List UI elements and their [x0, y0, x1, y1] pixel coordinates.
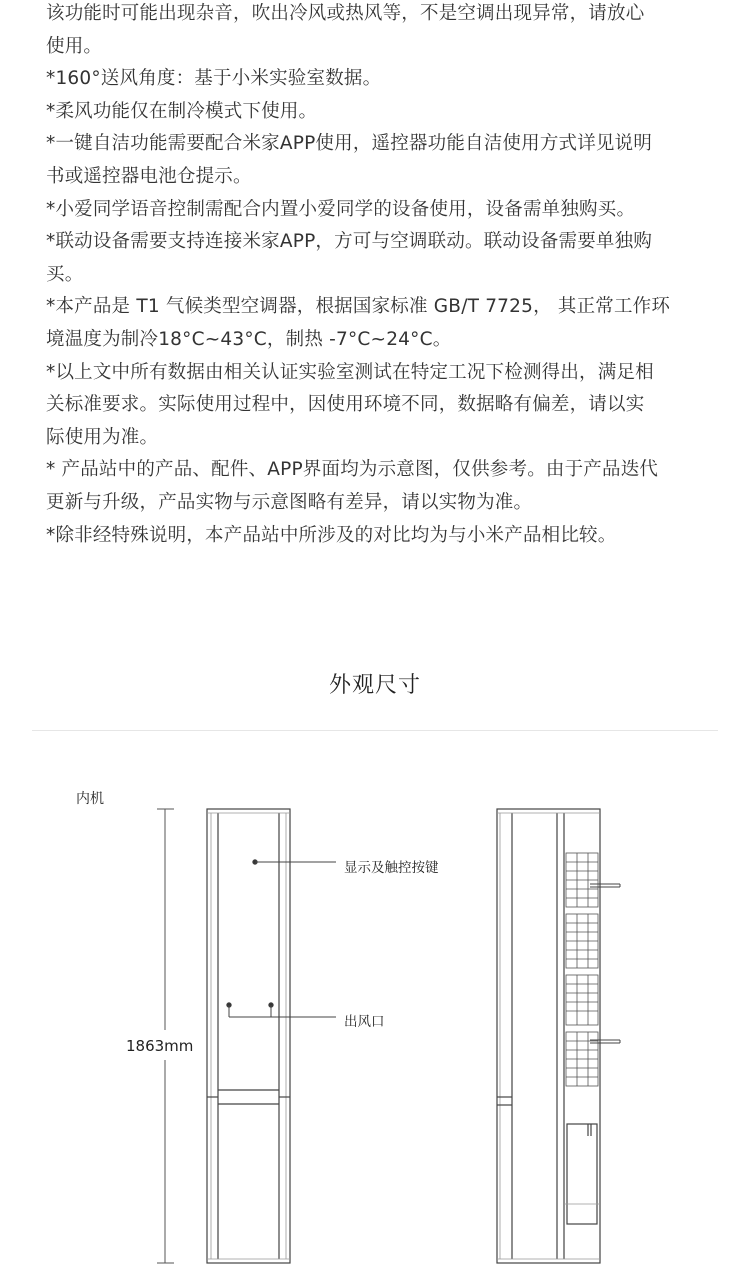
louver-grid	[566, 853, 598, 1086]
note-line: * 产品站中的产品、配件、APP界面均为示意图，仅供参考。由于产品迭代	[46, 459, 659, 481]
louver-blades	[590, 884, 620, 1043]
note-line: *160°送风角度：基于小米实验室数据。	[46, 68, 382, 90]
height-dimension	[157, 809, 174, 1263]
note-line: *联动设备需要支持连接米家APP，方可与空调联动。联动设备需要单独购	[46, 231, 653, 253]
note-line: 书或遥控器电池仓提示。	[46, 165, 252, 187]
note-line: *以上文中所有数据由相关认证实验室测试在特定工况下检测得出，满足相	[46, 361, 654, 383]
callout-lines	[227, 860, 336, 1017]
note-line: *柔风功能仅在制冷模式下使用。	[46, 100, 318, 122]
front-view	[207, 809, 290, 1263]
note-line: *本产品是 T1 气候类型空调器，根据国家标准 GB/T 7725， 其正常工作环	[46, 296, 671, 318]
note-line: 关标准要求。实际使用过程中，因使用环境不同，数据略有偏差，请以实	[46, 394, 645, 416]
unit-label: 内机	[76, 791, 104, 807]
note-line: 买。	[46, 263, 84, 285]
callout-display-label: 显示及触控按键	[344, 860, 439, 876]
note-line: 际使用为准。	[46, 426, 159, 448]
section-title: 外观尺寸	[328, 673, 421, 698]
callout-outlet-label: 出风口	[344, 1014, 385, 1030]
note-line: 境温度为制冷18°C~43°C，制热 -7°C~24°C。	[46, 328, 452, 350]
note-line: 该功能时可能出现杂音，吹出冷风或热风等，不是空调出现异常，请放心	[46, 3, 645, 24]
side-view	[497, 809, 600, 1263]
note-line: *除非经特殊说明，本产品站中所涉及的对比均为与小米产品相比较。	[46, 524, 617, 546]
height-label: 1863mm	[126, 1037, 194, 1055]
note-line: 更新与升级，产品实物与示意图略有差异，请以实物为准。	[46, 491, 533, 513]
note-line: *一键自洁功能需要配合米家APP使用，遥控器功能自洁使用方式详见说明	[46, 133, 653, 155]
note-line: *小爱同学语音控制需配合内置小爱同学的设备使用，设备需单独购买。	[46, 198, 636, 220]
note-line: 使用。	[46, 35, 103, 57]
